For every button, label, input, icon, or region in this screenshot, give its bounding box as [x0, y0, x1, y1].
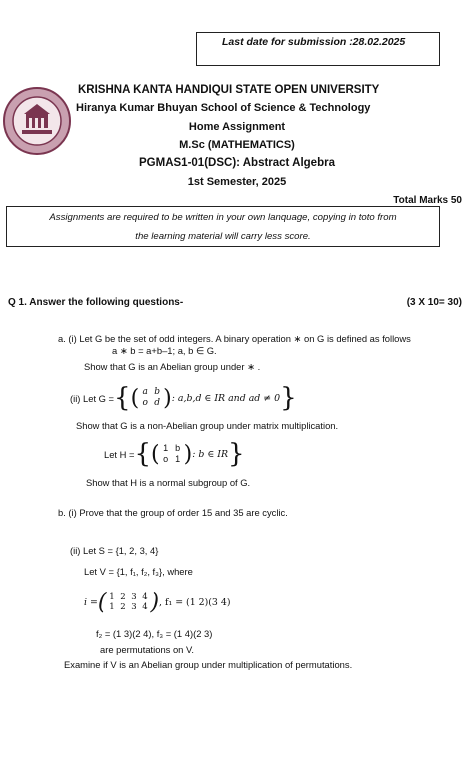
notice-box — [6, 206, 440, 247]
left-paren: ( — [97, 589, 107, 615]
semester: 1st Semester, 2025 — [187, 176, 287, 188]
left-paren: ( — [130, 385, 140, 411]
h-condition: : b ∈ IR — [192, 448, 229, 460]
q1a-ii-show: Show that G is a non-Abelian group under matrix multiplication. — [76, 420, 339, 431]
left-brace: { — [114, 383, 131, 413]
matrix-entry: b — [175, 443, 181, 453]
assignment-title: Home Assignment — [188, 121, 286, 133]
matrix-entry: d — [154, 398, 161, 408]
q1a-i-show: Show that G is an Abelian group under ∗ . — [84, 361, 261, 372]
right-brace: } — [280, 383, 297, 413]
q1a-ii-label: (ii) Let G = — [70, 392, 115, 404]
submission-date: Last date for submission :28.02.2025 — [222, 36, 406, 48]
total-marks: Total Marks 50 — [393, 195, 462, 206]
left-paren: ( — [151, 441, 160, 467]
left-brace: { — [134, 439, 152, 469]
matrix-entry: b — [154, 387, 161, 397]
h-definition — [104, 436, 245, 472]
matrix-entry: 1 — [163, 443, 169, 453]
f2-f3-definition: f₂ = (1 3)(2 4), f₃ = (1 4)(2 3) — [96, 628, 213, 639]
university-name: KRISHNA KANTA HANDIQUI STATE OPEN UNIVERSITY — [78, 84, 380, 96]
notice-line-1: Assignments are required to be written in your own lanquage, copying in toto from — [49, 212, 397, 223]
perm-entry: 3 — [131, 592, 137, 602]
h-show: Show that H is a normal subgroup of G. — [86, 477, 251, 488]
course-code: PGMAS1-01(DSC): Abstract Algebra — [139, 157, 335, 169]
perm-entry: 2 — [120, 602, 126, 612]
school-name: Hiranya Kumar Bhuyan School of Science & Technology — [76, 102, 371, 114]
programme: M.Sc (MATHEMATICS) — [179, 139, 295, 151]
perm-entry: 3 — [131, 602, 137, 612]
q1a-i-formula: a ∗ b = a+b–1; a, b ∈ G. — [112, 345, 217, 356]
matrix-entry: a — [142, 387, 148, 397]
h-label: Let H = — [104, 448, 135, 460]
examine-text: Examine if V is an Abelian group under multiplication of permutations. — [64, 659, 353, 670]
q1a-ii-definition — [70, 380, 297, 416]
perm-entry: 4 — [142, 602, 148, 612]
perm-entry: 2 — [120, 592, 126, 602]
q1b-ii-set: (ii) Let S = {1, 2, 3, 4} — [70, 545, 159, 556]
right-paren: ) — [163, 385, 172, 411]
permutation-note: are permutations on V. — [100, 644, 194, 655]
matrix-entry: 1 — [175, 454, 181, 464]
matrix-entry: o — [163, 454, 169, 464]
perm-entry: 4 — [142, 592, 148, 602]
matrix-h — [160, 443, 184, 465]
f1-definition: , f₁ = (1 2)(3 4) — [159, 596, 231, 608]
notice-line-2: the learning material will carry less score. — [135, 231, 311, 242]
i-label: i = — [84, 596, 98, 608]
q1a-i-text: a. (i) Let G be the set of odd integers. A binary operation ∗ on G is defined as follows — [58, 333, 411, 344]
matrix-g — [139, 387, 163, 409]
matrix-entry: o — [142, 398, 148, 408]
right-paren: ) — [183, 441, 193, 467]
perm-entry: 1 — [109, 592, 115, 602]
question-1-marks: (3 X 10= 30) — [406, 297, 462, 308]
identity-matrix — [106, 592, 150, 612]
q1b-i: b. (i) Prove that the group of order 15 and 35 are cyclic. — [58, 507, 288, 518]
right-brace: } — [228, 439, 245, 469]
q1a-ii-condition: : a,b,d ∈ IR and ad ≠ 0 — [171, 392, 281, 404]
right-paren: ) — [150, 589, 160, 615]
q1b-ii-v: Let V = {1, f₁, f₂, f₃}, where — [84, 566, 193, 577]
question-1-title: Q 1. Answer the following questions- — [8, 297, 184, 308]
identity-permutation — [84, 586, 230, 618]
perm-entry: 1 — [109, 602, 115, 612]
